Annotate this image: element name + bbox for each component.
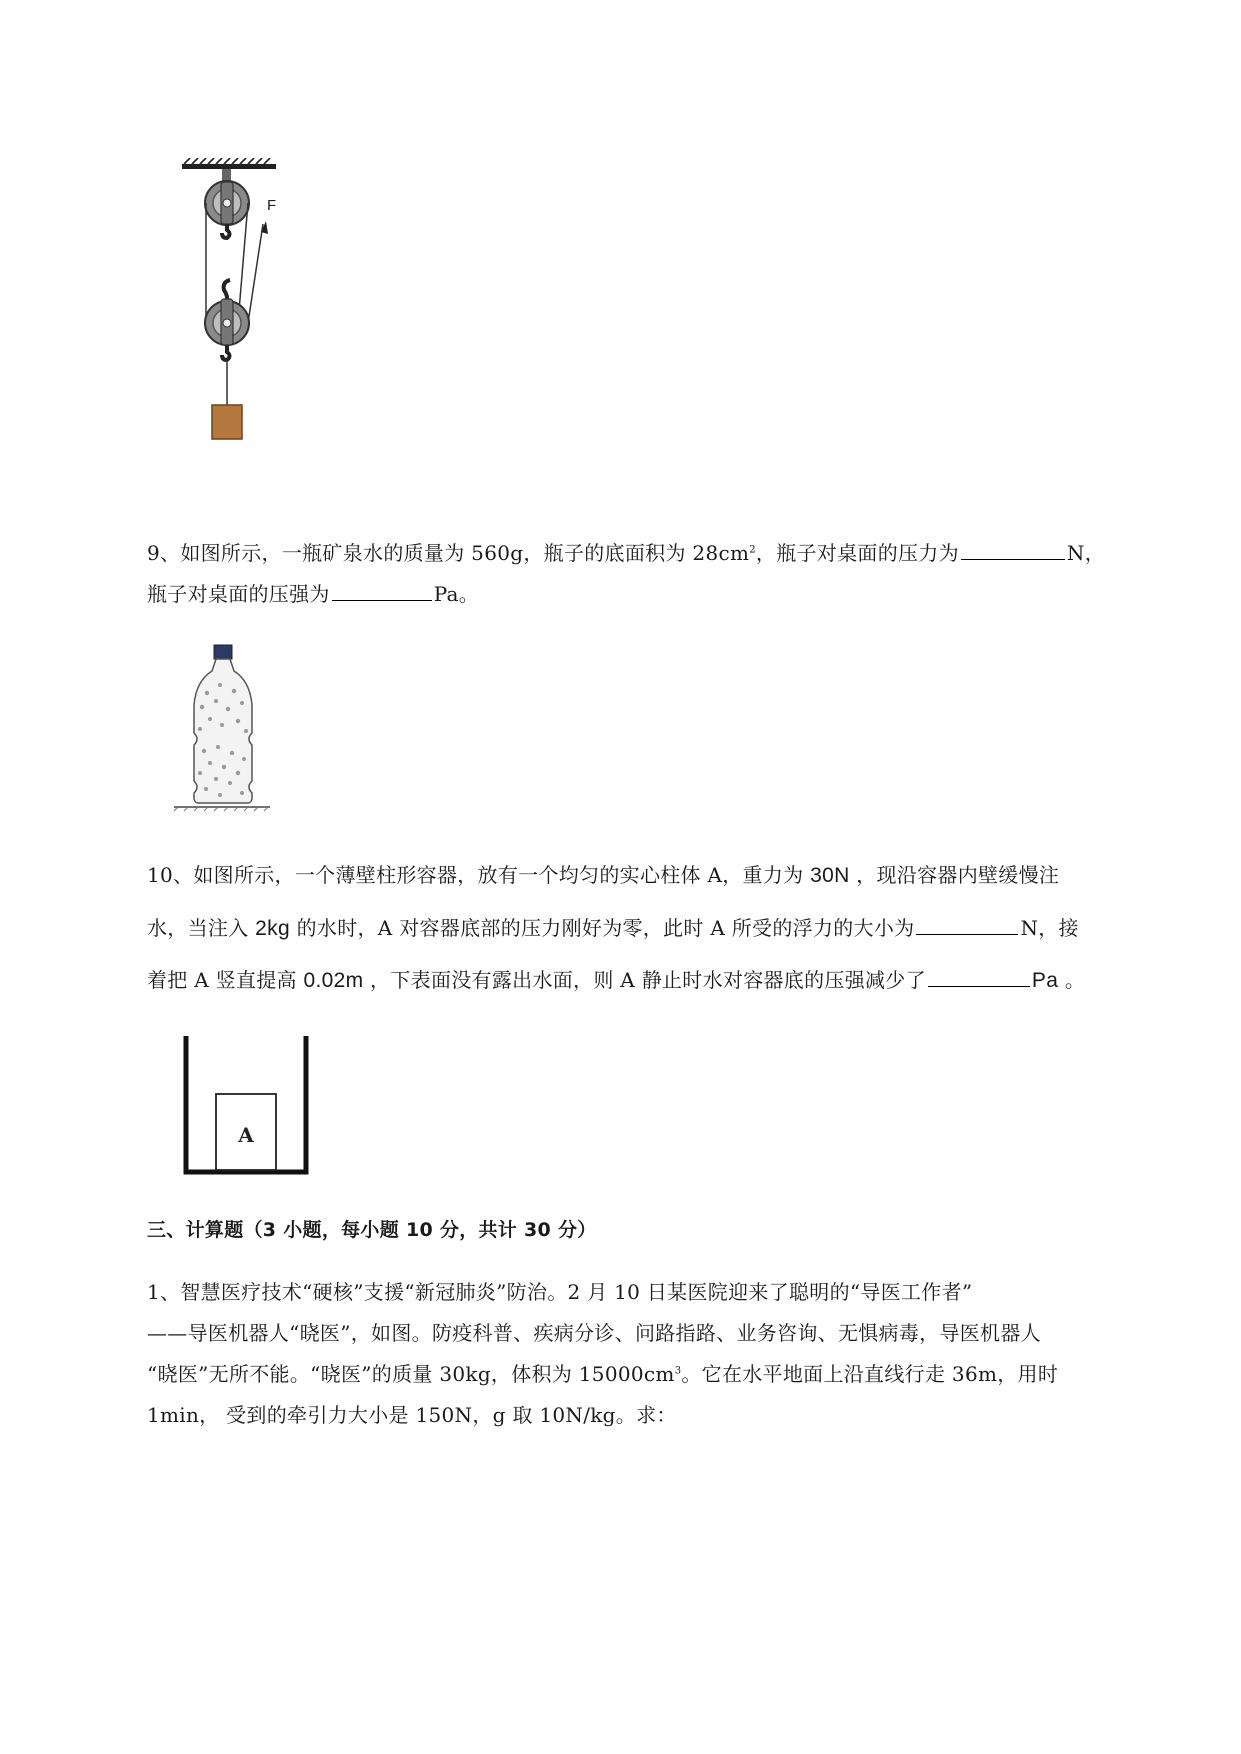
q9-line-2 <box>147 580 479 606</box>
weight-block <box>212 405 242 439</box>
q10-text-3c: 。 <box>1058 968 1086 992</box>
ceiling <box>182 158 276 169</box>
q10-text-3a: 着把 A 竖直提高 <box>147 968 304 992</box>
q10-lift-height: 0.02m <box>303 969 364 992</box>
q10-line-1 <box>147 863 1059 888</box>
q10-weight-value: 30N <box>810 864 850 887</box>
c1-text-3a: “晓医”无所不能。“晓医”的质量 30kg，体积为 15000cm <box>147 1362 675 1386</box>
fixed-pulley <box>205 169 249 238</box>
water-bottle-figure <box>172 643 272 823</box>
q10-text-1b: ，现沿容器内壁缓慢注 <box>849 863 1060 887</box>
q10-text-3b: ，下表面没有露出水面，则 A 静止时水对容器底的压强减少了 <box>363 968 926 992</box>
answer-blank-pressure-force[interactable] <box>961 539 1065 560</box>
q10-text-1a: 10、如图所示，一个薄壁柱形容器，放有一个均匀的实心柱体 A，重力为 <box>147 863 811 887</box>
q9-text-1a: 9、如图所示，一瓶矿泉水的质量为 560g，瓶子的底面积为 28cm <box>147 541 750 565</box>
movable-pulley <box>205 280 249 405</box>
q10-text-2a: 水，当注入 <box>147 916 256 940</box>
block-a-label: A <box>238 1123 254 1147</box>
pulley-system-figure <box>170 158 300 498</box>
force-label: F <box>267 197 277 214</box>
c1-text-4: 1min， 受到的牵引力大小是 150N，g 取 10N/kg。求： <box>147 1403 677 1427</box>
c1-line-1 <box>147 1280 972 1304</box>
c1-line-4 <box>147 1403 677 1427</box>
q9-area-exponent: 2 <box>749 544 756 556</box>
answer-blank-pressure-decrease[interactable] <box>928 966 1030 987</box>
c1-line-3 <box>147 1362 1058 1386</box>
c1-line-2 <box>147 1321 1041 1345</box>
q10-line-3 <box>147 966 1085 993</box>
q10-unit-pa: Pa <box>1031 969 1059 992</box>
q9-text-1c: N， <box>1066 541 1106 565</box>
q10-text-2c: N，接 <box>1020 916 1079 940</box>
c1-text-3b: 。它在水平地面上沿直线行走 36m，用时 <box>681 1362 1059 1386</box>
answer-blank-pressure[interactable] <box>332 580 432 601</box>
c1-text-1: 1、智慧医疗技术“硬核”支援“新冠肺炎”防治。2 月 10 日某医院迎来了聪明的“导医工作者” <box>147 1280 973 1304</box>
answer-blank-buoyant-force[interactable] <box>916 914 1018 935</box>
q9-line-1 <box>147 539 1105 565</box>
c1-text-2: ——导医机器人“晓医”，如图。防疫科普、疾病分诊、问路指路、业务咨询、无惧病毒，导医机器人 <box>147 1321 1041 1345</box>
q10-water-mass: 2kg <box>255 917 290 940</box>
q9-text-2a: 瓶子对桌面的压强为 <box>147 582 330 606</box>
q10-line-2 <box>147 914 1079 941</box>
q9-text-2b: Pa。 <box>433 582 480 606</box>
container-figure <box>180 1030 320 1180</box>
section-heading: 三、计算题（3 小题，每小题 10 分，共计 30 分） <box>147 1219 597 1241</box>
c1-volume-exponent: 3 <box>674 1365 682 1377</box>
q10-text-2b: 的水时，A 对容器底部的压力刚好为零，此时 A 所受的浮力的大小为 <box>289 916 915 940</box>
q9-text-1b: ，瓶子对桌面的压力为 <box>755 541 959 565</box>
